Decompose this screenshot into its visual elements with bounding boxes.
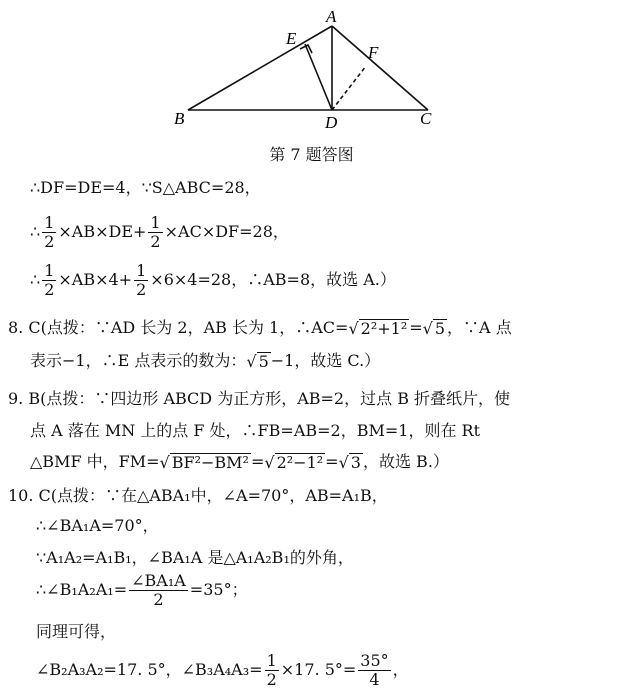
text-line-6: 9. B(点拨：∵四边形 ABCD 为正方形，AB=2，过点 B 折叠纸片，使 — [8, 389, 511, 408]
text-span: △BMF 中，FM= — [30, 452, 160, 471]
text-span: ∴∠B₁A₂A₁= — [36, 580, 128, 599]
text-span: ∴ — [30, 270, 41, 289]
radicand: 2²+1² — [360, 318, 408, 338]
text-line-4 — [8, 318, 512, 339]
text-span: ×17. 5°= — [280, 660, 357, 679]
segment-AB — [188, 26, 332, 110]
numerator: 35° — [360, 651, 389, 670]
fraction — [134, 262, 148, 299]
denominator: 2 — [44, 280, 55, 299]
triangle-figure — [0, 0, 623, 140]
square-root: √ 5 — [422, 318, 446, 338]
fraction — [42, 262, 56, 299]
text-line-3 — [30, 262, 396, 299]
denominator: 2 — [136, 280, 147, 299]
text-span: = — [325, 452, 339, 471]
square-root: √ BF²−BM² — [159, 452, 249, 472]
text-line-9: 10. C(点拨：∵在△ABA₁中，∠A=70°，AB=A₁B， — [8, 486, 388, 505]
text-span: ， — [392, 660, 409, 679]
label-C: C — [420, 109, 432, 128]
text-span: ∠B₂A₃A₂=17. 5°，∠B₃A₄A₃= — [36, 660, 263, 679]
segment-DE — [305, 44, 332, 110]
label-F: F — [368, 43, 379, 62]
text-span: ∴ — [30, 222, 41, 241]
text-span: ，∵A 点 — [447, 318, 512, 337]
text-span: = — [250, 452, 265, 471]
text-span: ×AB×DE+ — [58, 222, 147, 241]
text-span: ，故选 B.） — [362, 452, 449, 471]
fraction — [42, 214, 56, 251]
text-line-11: ∵A₁A₂=A₁B₁，∠BA₁A 是△A₁A₂B₁的外角， — [36, 548, 354, 567]
segment-AC — [332, 26, 428, 110]
numerator: 1 — [266, 651, 277, 670]
figure-caption: 第 7 题答图 — [269, 145, 354, 164]
text-line-10: ∴∠BA₁A=70°， — [36, 516, 159, 535]
fraction — [358, 652, 390, 689]
text-span: =35°； — [189, 580, 248, 599]
text-span: ×AC×DF=28， — [164, 222, 289, 241]
text-line-5 — [30, 351, 380, 372]
text-span: ×6×4=28，∴AB=8，故选 A.） — [150, 270, 396, 289]
square-root: √ 2²+1² — [348, 318, 408, 338]
right-angle-mark — [300, 45, 312, 53]
fraction — [148, 214, 162, 251]
text-line-13: 同理可得， — [36, 622, 117, 641]
numerator: 1 — [44, 261, 55, 280]
denominator: 2 — [153, 590, 164, 609]
radicand: 5 — [258, 351, 269, 371]
text-span: ×AB×4+ — [58, 270, 133, 289]
denominator: 2 — [150, 232, 161, 251]
radicand: 2²−1² — [276, 452, 324, 472]
text-span: 表示−1，∴E 点表示的数为： — [30, 351, 247, 370]
radicand: 3 — [350, 452, 361, 472]
radicand: BF²−BM² — [171, 452, 249, 472]
square-root: √ 5 — [246, 351, 269, 371]
segment-DF — [332, 66, 366, 110]
text-line-1: ∴DF=DE=4，∵S△ABC=28， — [30, 178, 261, 197]
text-line-12 — [36, 572, 248, 609]
denominator: 2 — [44, 232, 55, 251]
radicand: 5 — [434, 318, 446, 338]
numerator: 1 — [150, 213, 161, 232]
denominator: 4 — [369, 670, 380, 689]
text-line-8 — [30, 452, 449, 473]
numerator: 1 — [136, 261, 147, 280]
text-line-14 — [36, 652, 409, 689]
label-B: B — [174, 109, 185, 128]
label-A: A — [326, 7, 337, 26]
numerator: ∠BA₁A — [131, 571, 186, 590]
numerator: 1 — [44, 213, 55, 232]
square-root: √ 2²−1² — [264, 452, 324, 472]
text-line-7: 点 A 落在 MN 上的点 F 处，∴FB=AB=2，BM=1，则在 Rt — [30, 421, 481, 440]
label-E: E — [286, 29, 297, 48]
denominator: 2 — [266, 670, 277, 689]
text-span: = — [409, 318, 423, 337]
text-span: 8. C(点拨：∵AD 长为 2，AB 长为 1，∴AC= — [8, 318, 349, 337]
fraction — [129, 572, 188, 609]
label-D: D — [325, 113, 338, 132]
square-root: √ 3 — [338, 452, 361, 472]
text-line-2 — [30, 214, 289, 251]
text-span: −1，故选 C.） — [270, 351, 381, 370]
fraction — [265, 652, 279, 689]
